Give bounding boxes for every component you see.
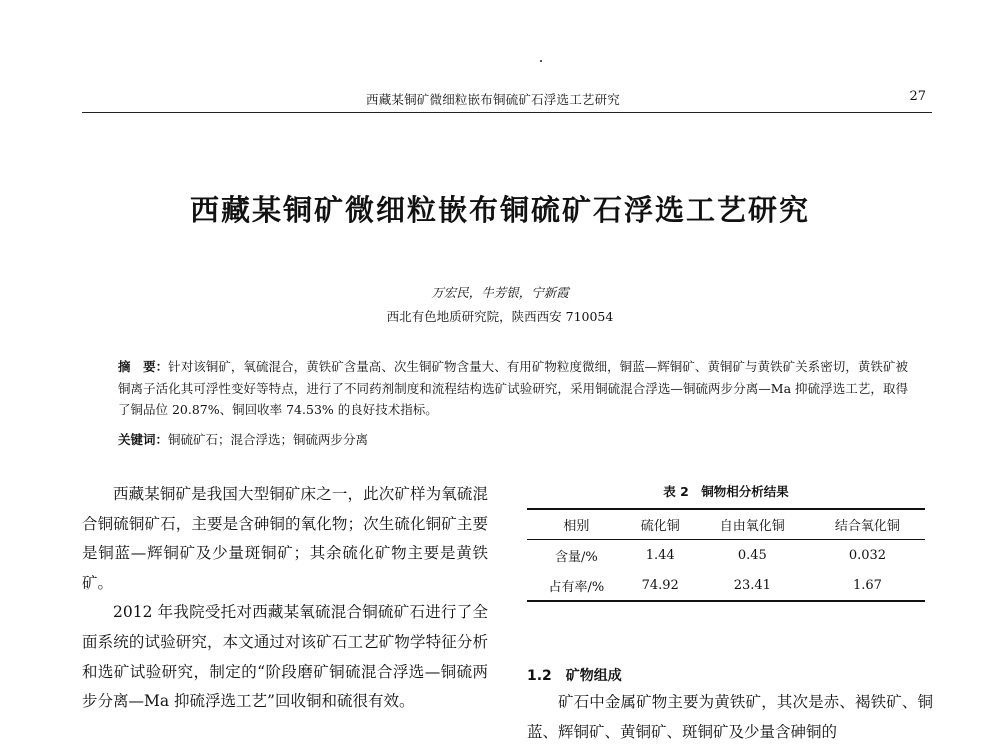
left-column [82,480,488,717]
abstract [118,356,908,421]
table-cell: 0.45 [737,547,767,563]
table-header-row [527,509,925,540]
running-head-title: 西藏某铜矿微细粒嵌布铜硫矿石浮选工艺研究 [366,92,621,107]
table-cell: 1.67 [852,577,882,593]
keywords-label: 关键词： [118,432,169,447]
table-header-cell: 结合氧化铜 [834,519,900,534]
right-column [527,688,933,747]
section-heading: 1.2 矿物组成 [527,668,622,684]
table-cell: 1.44 [645,547,675,563]
abstract-text: 针对该铜矿，氧硫混合，黄铁矿含量高、次生铜矿物含量大、有用矿物粒度微细，铜蓝—辉铜矿、黄铜矿与黄铁矿关系密切，黄铁矿被铜离子活化其可浮性变好等特点，进行了不同药剂制度和流程结构选矿试验研究，采用铜硫混合浮选—铜硫两步分离—Ma 抑硫浮选工艺，取得了铜品位 20.87%、铜回收率 74.53% 的良好技术指标。 [118,359,908,417]
table-cell: 23.41 [733,577,771,593]
stray-dot [540,60,542,62]
affiliation: 西北有色地质研究院，陕西西安 710054 [386,309,614,324]
keywords-text: 铜硫矿石；混合浮选；铜硫两步分离 [168,432,369,447]
table-cell: 占有率/% [548,579,605,595]
keywords [118,430,908,448]
phase-analysis-table [527,508,925,602]
table-header-cell: 自由氧化铜 [719,519,785,534]
table-cell: 74.92 [641,577,679,593]
body-paragraph-1: 西藏某铜矿是我国大型铜矿床之一，此次矿样为氧硫混合铜硫铜矿石，主要是含砷铜的氧化物；次生硫化铜矿主要是铜蓝—辉铜矿及少量斑铜矿；其余硫化矿物主要是黄铁矿。 [82,485,488,592]
table-header-cell: 相别 [563,519,590,534]
running-head [82,88,932,113]
section-paragraph: 矿石中金属矿物主要为黄铁矿，其次是赤、褐铁矿、铜蓝、辉铜矿、黄铜矿、斑铜矿及少量含砷铜的 [527,693,933,741]
abstract-label: 摘 要： [118,359,169,374]
table-caption: 表 2 铜物相分析结果 [663,484,789,499]
table-row [527,570,925,601]
table-row [527,540,925,571]
authors: 万宏民，牛芳银，宁新霞 [431,285,569,300]
paper-title: 西藏某铜矿微细粒嵌布铜硫矿石浮选工艺研究 [189,193,810,227]
table-cell: 0.032 [848,547,887,563]
table-header-cell: 硫化铜 [640,519,680,534]
page-number: 27 [909,89,926,104]
table-cell: 含量/% [554,549,598,565]
body-paragraph-2: 2012 年我院受托对西藏某氧硫混合铜硫矿石进行了全面系统的试验研究，本文通过对该矿石工艺矿物学特征分析和选矿试验研究，制定的“阶段磨矿铜硫混合浮选—铜硫两步分离—Ma 抑硫浮选工艺”回收铜和硫很有效。 [82,603,488,711]
